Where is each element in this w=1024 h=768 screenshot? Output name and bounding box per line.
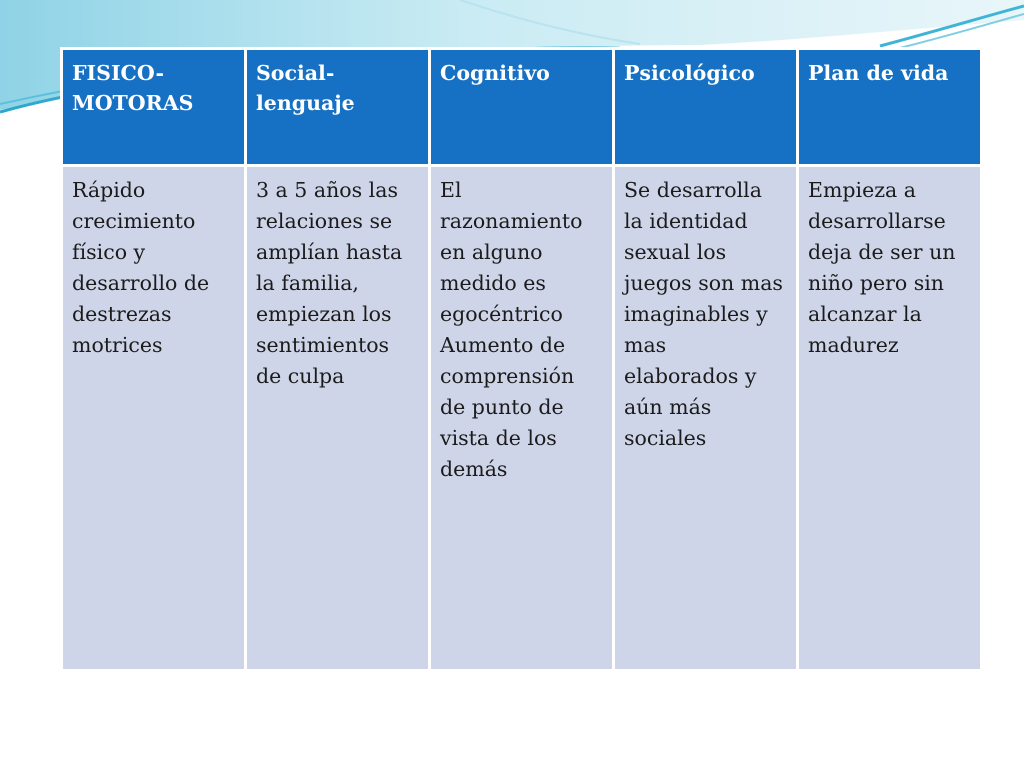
header-fisico-motoras: FISICO- MOTORAS bbox=[62, 49, 246, 166]
header-cognitivo: Cognitivo bbox=[430, 49, 614, 166]
header-psicologico: Psicológico bbox=[614, 49, 798, 166]
header-plan-de-vida: Plan de vida bbox=[798, 49, 982, 166]
header-social-lenguaje: Social- lenguaje bbox=[246, 49, 430, 166]
cell-plan-de-vida: Empieza a desarrollarse deja de ser un niño pero sin alcanzar la madurez bbox=[798, 166, 982, 671]
cell-psicologico: Se desarrolla la identidad sexual los juegos son mas imaginables y mas elaborados y aún más sociales bbox=[614, 166, 798, 671]
table-row bbox=[62, 166, 982, 671]
cell-social-lenguaje: 3 a 5 años las relaciones se amplían hasta la familia, empiezan los sentimientos de culpa bbox=[246, 166, 430, 671]
cell-cognitivo: El razonamiento en alguno medido es egocéntrico Aumento de comprensión de punto de vista de los demás bbox=[430, 166, 614, 671]
cell-fisico-motoras: Rápido crecimiento físico y desarrollo de destrezas motrices bbox=[62, 166, 246, 671]
development-areas-table bbox=[60, 47, 983, 672]
table-header-row bbox=[62, 49, 982, 166]
